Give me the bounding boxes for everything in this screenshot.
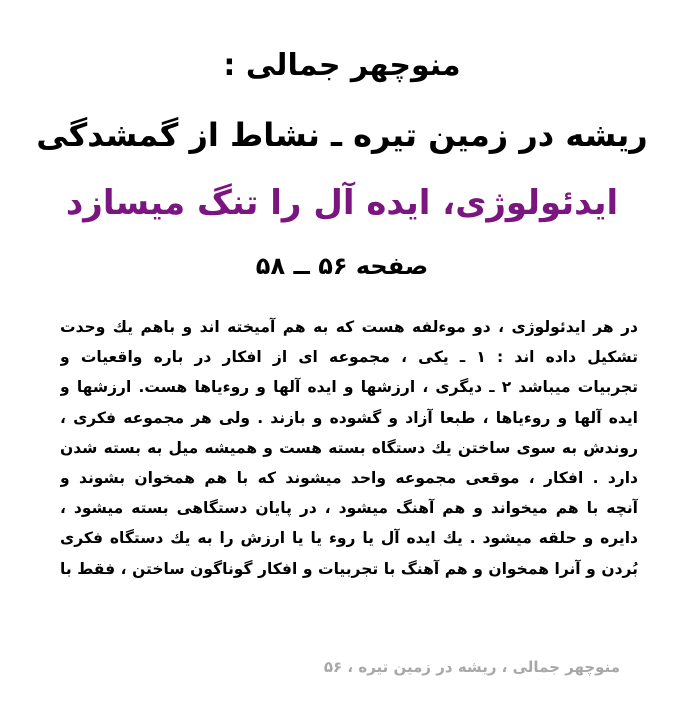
body-line: بُردن و آنرا همخوان و هم آهنگ با تجربیات و افکار گوناگون ساختن ، فقط با <box>60 559 638 578</box>
body-line: آنچه با هم میخواند و هم آهنگ میشود ، در پایان دستگاهی بسته میشود ، <box>60 499 638 518</box>
page-range: صفحه ۵۶ ــ ۵۸ <box>255 252 429 280</box>
body-line: تشکیل داده اند : ۱ ـ یکی ، مجموعه ای از افکار در باره واقعیات و <box>60 348 638 367</box>
body-paragraph <box>60 312 638 584</box>
body-line: ایده آلها و روءیاها ، طبعا آزاد و گشوده و بازند . ولی هر مجموعه فکری ، <box>60 408 638 427</box>
author-heading: منوچهر جمالی : <box>223 48 461 83</box>
body-line: دایره و حلقه میشود . یك ایده آل یا روء یا یا ارزش را به یك دستگاه فکری <box>60 529 638 548</box>
body-line: تجربیات میباشد ۲ ـ دیگری ، ارزشها و ایده آلها و روءیاها هست. ارزشها و <box>60 378 638 397</box>
footer-citation: منوچهر جمالی ، ریشه در زمین تیره ، ۵۶ <box>323 658 620 676</box>
body-line: روندش به سوی ساختن یك دستگاه بسته هست و همیشه میل به بسته شدن <box>60 438 638 457</box>
body-line: دارد . افکار ، موقعی مجموعه واحد میشوند که با هم همخوان بشوند و <box>60 469 638 488</box>
article-headline: ایدئولوژی، ایده آل را تنگ میسازد <box>65 183 619 223</box>
book-title: ریشه در زمین تیره ـ نشاط از گمشدگی <box>36 116 648 154</box>
body-line: در هر ایدئولوژی ، دو موءلفه هست که به هم آمیخته اند و باهم یك وحدت <box>60 318 638 336</box>
